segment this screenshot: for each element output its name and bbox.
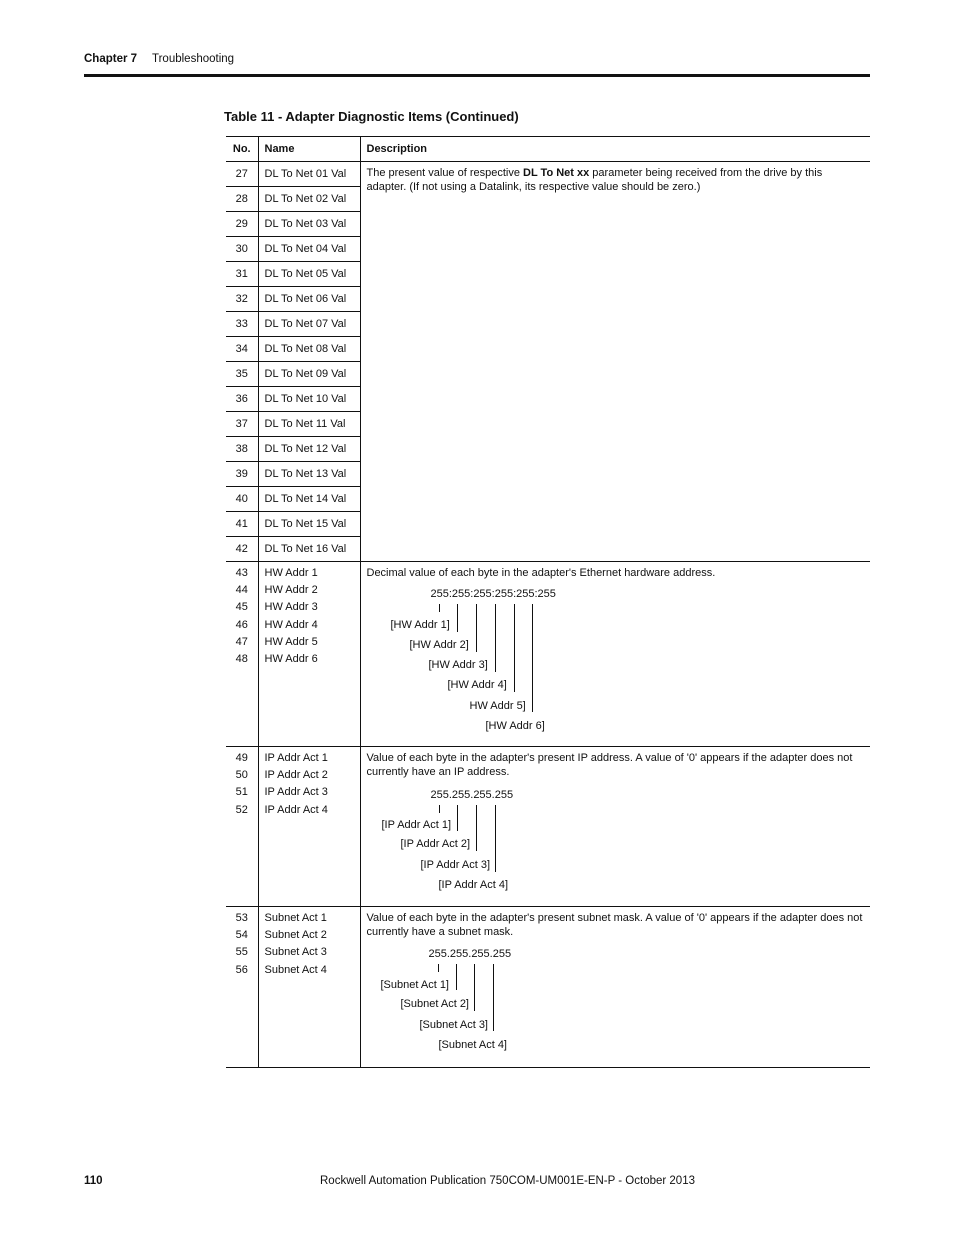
row-name: DL To Net 09 Val (258, 362, 360, 387)
row-name: DL To Net 11 Val (258, 412, 360, 437)
row-number: 36 (226, 387, 258, 412)
row-numbers (226, 907, 258, 1068)
byte-leader-line (439, 604, 440, 612)
description-text: Value of each byte in the adapter's present IP address. A value of '0' appears if the adapter does not currently have an IP address. (366, 752, 853, 778)
subnet-act-diagram (361, 907, 641, 1068)
byte-leader-line (438, 964, 439, 972)
row-number: 30 (226, 237, 258, 262)
desc-text: The present value of respective (366, 167, 524, 179)
byte-label: [IP Addr Act 2] (400, 838, 471, 850)
byte-label: [HW Addr 4] (447, 679, 507, 691)
row-number: 44 (235, 584, 248, 597)
row-number: 29 (226, 212, 258, 237)
row-name: IP Addr Act 4 (264, 803, 328, 816)
description-text: Value of each byte in the adapter's present subnet mask. A value of '0' appears if the adapter does not currently have a subnet mask. (366, 912, 863, 938)
chapter-label: Chapter 7 (84, 53, 138, 65)
row-number: 40 (226, 487, 258, 512)
byte-leader-line (476, 604, 477, 652)
table-body (226, 162, 870, 1068)
datalink-description (360, 162, 870, 562)
row-numbers (226, 562, 258, 747)
column-header-no: No. (226, 137, 258, 162)
row-name: DL To Net 06 Val (258, 287, 360, 312)
row-name: DL To Net 08 Val (258, 337, 360, 362)
byte-label: [HW Addr 3] (428, 659, 488, 671)
row-number: 32 (226, 287, 258, 312)
row-name: HW Addr 4 (264, 618, 318, 631)
row-name: DL To Net 05 Val (258, 262, 360, 287)
byte-leader-line (495, 805, 496, 872)
hw-addr-diagram (361, 562, 641, 747)
row-names (258, 747, 360, 907)
row-name: DL To Net 15 Val (258, 512, 360, 537)
description-text: Decimal value of each byte in the adapter's Ethernet hardware address. (366, 567, 716, 579)
row-number: 49 (235, 752, 248, 764)
row-name: HW Addr 3 (264, 601, 318, 614)
row-number: 27 (226, 162, 258, 187)
row-number: 38 (226, 437, 258, 462)
row-number: 37 (226, 412, 258, 437)
subnet-act-description (360, 907, 870, 1068)
column-header-name: Name (258, 137, 360, 162)
table-row (226, 162, 870, 187)
byte-label: [HW Addr 2] (409, 639, 469, 651)
hw-addr-row (226, 562, 870, 747)
byte-leader-line (457, 805, 458, 831)
byte-leader-line (514, 604, 515, 692)
page-number: 110 (84, 1175, 103, 1187)
row-number: 33 (226, 312, 258, 337)
table-caption: Table 11 - Adapter Diagnostic Items (Continued) (224, 109, 519, 124)
adapter-diagnostic-table (226, 136, 870, 1068)
row-number: 53 (235, 912, 248, 924)
address-format: 255.255.255.255 (430, 789, 514, 801)
row-number: 43 (235, 567, 248, 579)
byte-label: [IP Addr Act 1] (381, 819, 452, 831)
byte-leader-line (456, 964, 457, 990)
section-title: Troubleshooting (152, 53, 235, 65)
byte-leader-line (532, 604, 533, 712)
byte-label: [Subnet Act 4] (438, 1039, 507, 1051)
row-name: DL To Net 12 Val (258, 437, 360, 462)
row-number: 45 (235, 601, 248, 614)
hw-addr-description (360, 562, 870, 747)
row-number: 28 (226, 187, 258, 212)
row-name: DL To Net 03 Val (258, 212, 360, 237)
row-number: 34 (226, 337, 258, 362)
table-header-row (226, 137, 870, 162)
row-name: DL To Net 01 Val (258, 162, 360, 187)
byte-leader-line (474, 964, 475, 1011)
address-format: 255:255:255:255:255:255 (430, 588, 556, 600)
row-number: 56 (235, 963, 248, 976)
row-name: Subnet Act 2 (264, 929, 327, 942)
row-name: HW Addr 6 (264, 653, 318, 666)
row-name: HW Addr 5 (264, 635, 318, 648)
byte-leader-line (493, 964, 494, 1031)
row-number: 46 (235, 618, 248, 631)
row-number: 31 (226, 262, 258, 287)
row-number: 55 (235, 946, 248, 959)
row-number: 51 (235, 786, 248, 799)
row-name: HW Addr 1 (264, 567, 318, 579)
row-name: DL To Net 13 Val (258, 462, 360, 487)
row-name: IP Addr Act 2 (264, 769, 328, 782)
byte-label: HW Addr 5] (469, 700, 526, 712)
row-name: DL To Net 07 Val (258, 312, 360, 337)
byte-label: [Subnet Act 1] (380, 979, 449, 991)
row-number: 48 (235, 653, 248, 666)
column-header-description: Description (360, 137, 870, 162)
byte-leader-line (457, 604, 458, 632)
subnet-act-row (226, 907, 870, 1068)
row-name: IP Addr Act 1 (264, 752, 328, 764)
row-name: DL To Net 14 Val (258, 487, 360, 512)
byte-label: [IP Addr Act 3] (420, 859, 491, 871)
row-name: DL To Net 16 Val (258, 537, 360, 562)
row-name: Subnet Act 1 (264, 912, 327, 924)
row-name: HW Addr 2 (264, 584, 318, 597)
row-name: DL To Net 10 Val (258, 387, 360, 412)
byte-label: [Subnet Act 3] (419, 1019, 488, 1031)
row-numbers (226, 747, 258, 907)
byte-leader-line (495, 604, 496, 672)
row-number: 42 (226, 537, 258, 562)
row-number: 39 (226, 462, 258, 487)
row-name: Subnet Act 3 (264, 946, 327, 959)
row-number: 54 (235, 929, 248, 942)
row-names (258, 907, 360, 1068)
row-number: 41 (226, 512, 258, 537)
row-names (258, 562, 360, 747)
row-number: 52 (235, 803, 248, 816)
desc-parameter: DL To Net xx (523, 167, 590, 179)
ip-addr-diagram (361, 747, 641, 907)
ip-addr-row (226, 747, 870, 907)
row-number: 35 (226, 362, 258, 387)
byte-leader-line (439, 805, 440, 813)
row-number: 50 (235, 769, 248, 782)
row-name: Subnet Act 4 (264, 963, 327, 976)
desc-text: parameter being received from the drive by this adapter. (If not using a Datalink, its respective value should be zero.) (366, 167, 823, 193)
row-name: DL To Net 02 Val (258, 187, 360, 212)
header-rule (84, 74, 870, 77)
row-name: DL To Net 04 Val (258, 237, 360, 262)
byte-label: [HW Addr 1] (390, 619, 450, 631)
row-number: 47 (235, 635, 248, 648)
byte-label: [IP Addr Act 4] (438, 879, 509, 891)
byte-label: [Subnet Act 2] (400, 998, 469, 1010)
row-name: IP Addr Act 3 (264, 786, 328, 799)
byte-leader-line (476, 805, 477, 851)
byte-label: [HW Addr 6] (485, 720, 545, 732)
address-format: 255.255.255.255 (428, 948, 512, 960)
ip-addr-description (360, 747, 870, 907)
publication-footer: Rockwell Automation Publication 750COM-UM001E-EN-P - October 2013 (320, 1175, 695, 1187)
